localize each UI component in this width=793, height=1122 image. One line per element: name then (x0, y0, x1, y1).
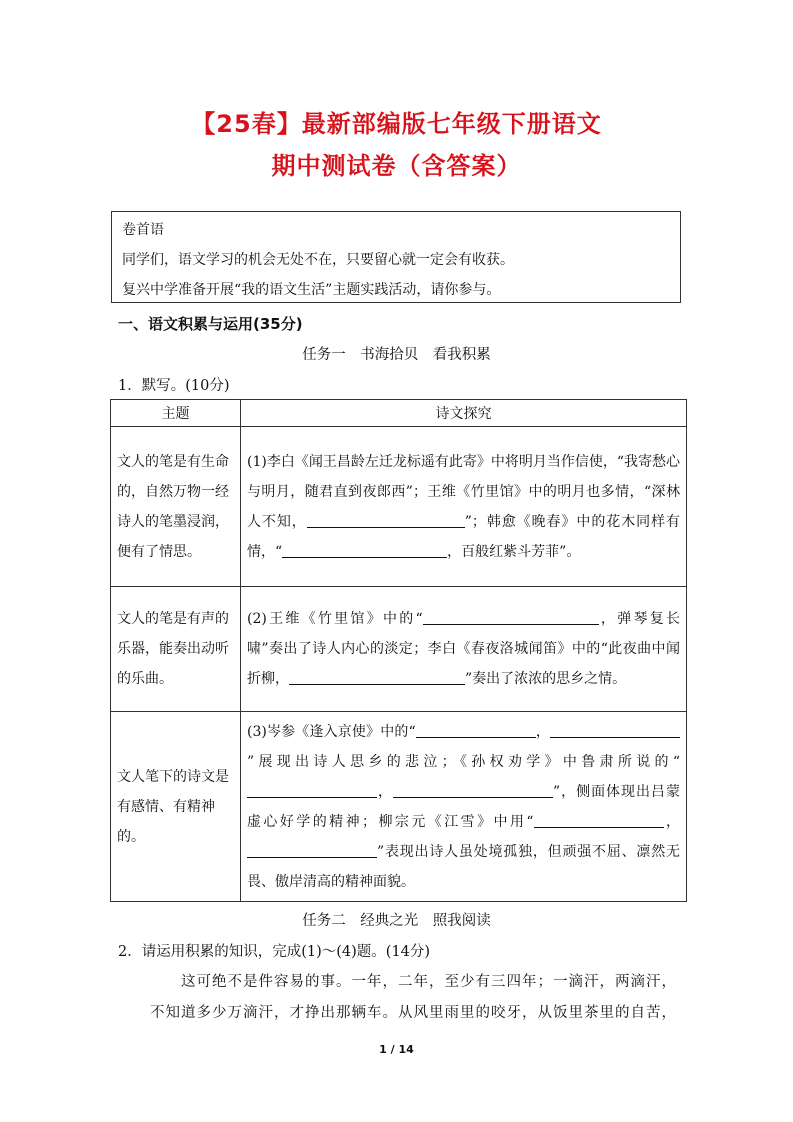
row2-text-c: ”奏出了浓浓的思乡之情。 (465, 671, 627, 687)
row1-text-c: ，百般红紫斗芳菲”。 (447, 543, 581, 560)
row2-text-a: (2)王维《竹里馆》中的“ (247, 611, 423, 627)
answer-blank[interactable] (289, 668, 465, 685)
question2-label: 2．请运用积累的知识，完成(1)～(4)题。(14分) (118, 944, 431, 960)
row3-text-f: ， (663, 813, 681, 830)
row3-text-d: ， (377, 783, 393, 800)
header-explore: 诗文探究 (241, 400, 687, 427)
row2-theme: 文人的笔是有声的乐器，能奏出动听的乐曲。 (111, 587, 241, 712)
row1-text-b: ”；韩愈《晚春》中的花木同样有情，“ (247, 513, 680, 560)
preface-box (111, 211, 681, 303)
row3-text-b: ， (535, 723, 550, 740)
row1-text-a: (1)李白《闻王昌龄左迁龙标遥有此寄》中将明月当作信使，“我寄愁心与明月，随君直到夜郎西”；王维《竹里馆》中的明月也多情，“深林人不知， (247, 453, 680, 530)
answer-blank[interactable] (247, 841, 377, 858)
table-row (111, 712, 687, 902)
row3-text-e: ”，侧面体现出吕蒙虚心好学的精神；柳宗元《江雪》中用“ (247, 783, 680, 830)
preface-line2: 复兴中学准备开展“我的语文生活”主题实践活动，请你参与。 (122, 282, 501, 298)
passage-line1: 这可绝不是件容易的事。一年，二年，至少有三四年；一滴汗，两滴汗， (181, 974, 677, 990)
preface-line1: 同学们，语文学习的机会无处不在，只要留心就一定会有收获。 (122, 252, 514, 268)
question1-label: 1．默写。(10分) (118, 378, 230, 394)
header-theme: 主题 (111, 400, 241, 427)
table-row (111, 587, 687, 712)
answer-blank[interactable] (393, 781, 553, 798)
document-title-line1: 【25春】最新部编版七年级下册语文 (191, 110, 602, 138)
row3-text-c: ”展现出诗人思乡的悲泣；《孙权劝学》中鲁肃所说的“ (247, 753, 680, 770)
answer-blank[interactable] (247, 781, 377, 798)
page-number: 1 / 14 (379, 1043, 414, 1056)
row2-content (241, 587, 687, 712)
row3-text-g: ”表现出诗人虽处境孤独，但顽强不屈、凛然无畏、傲岸清高的精神面貌。 (247, 843, 680, 890)
row3-theme: 文人笔下的诗文是有感情、有精神的。 (111, 712, 241, 902)
answer-blank[interactable] (307, 511, 465, 528)
table-header-row (111, 400, 687, 427)
answer-blank[interactable] (550, 721, 680, 738)
preface-label: 卷首语 (122, 222, 164, 238)
task2-heading: 任务二 经典之光 照我阅读 (302, 913, 491, 929)
answer-blank[interactable] (423, 608, 599, 625)
row3-content (241, 712, 687, 902)
row1-theme: 文人的笔是有生命的，自然万物一经诗人的笔墨浸润，便有了情思。 (111, 427, 241, 587)
table-row (111, 427, 687, 587)
passage-line2: 不知道多少万滴汗，才挣出那辆车。从风里雨里的咬牙，从饭里茶里的自苦， (150, 1005, 677, 1021)
poetry-table (110, 399, 687, 902)
row2-text-b: ，弹琴复长啸”奏出了诗人内心的淡定；李白《春夜洛城闻笛》中的“此夜曲中闻折柳， (247, 611, 680, 687)
document-title-line2: 期中测试卷（含答案） (271, 152, 522, 180)
section1-heading: 一、语文积累与运用(35分) (118, 315, 303, 333)
row1-content (241, 427, 687, 587)
task1-heading: 任务一 书海拾贝 看我积累 (302, 347, 491, 363)
answer-blank[interactable] (416, 721, 536, 738)
answer-blank[interactable] (534, 811, 664, 828)
answer-blank[interactable] (282, 541, 447, 558)
row3-text-a: (3)岑参《逢入京使》中的“ (247, 723, 416, 740)
